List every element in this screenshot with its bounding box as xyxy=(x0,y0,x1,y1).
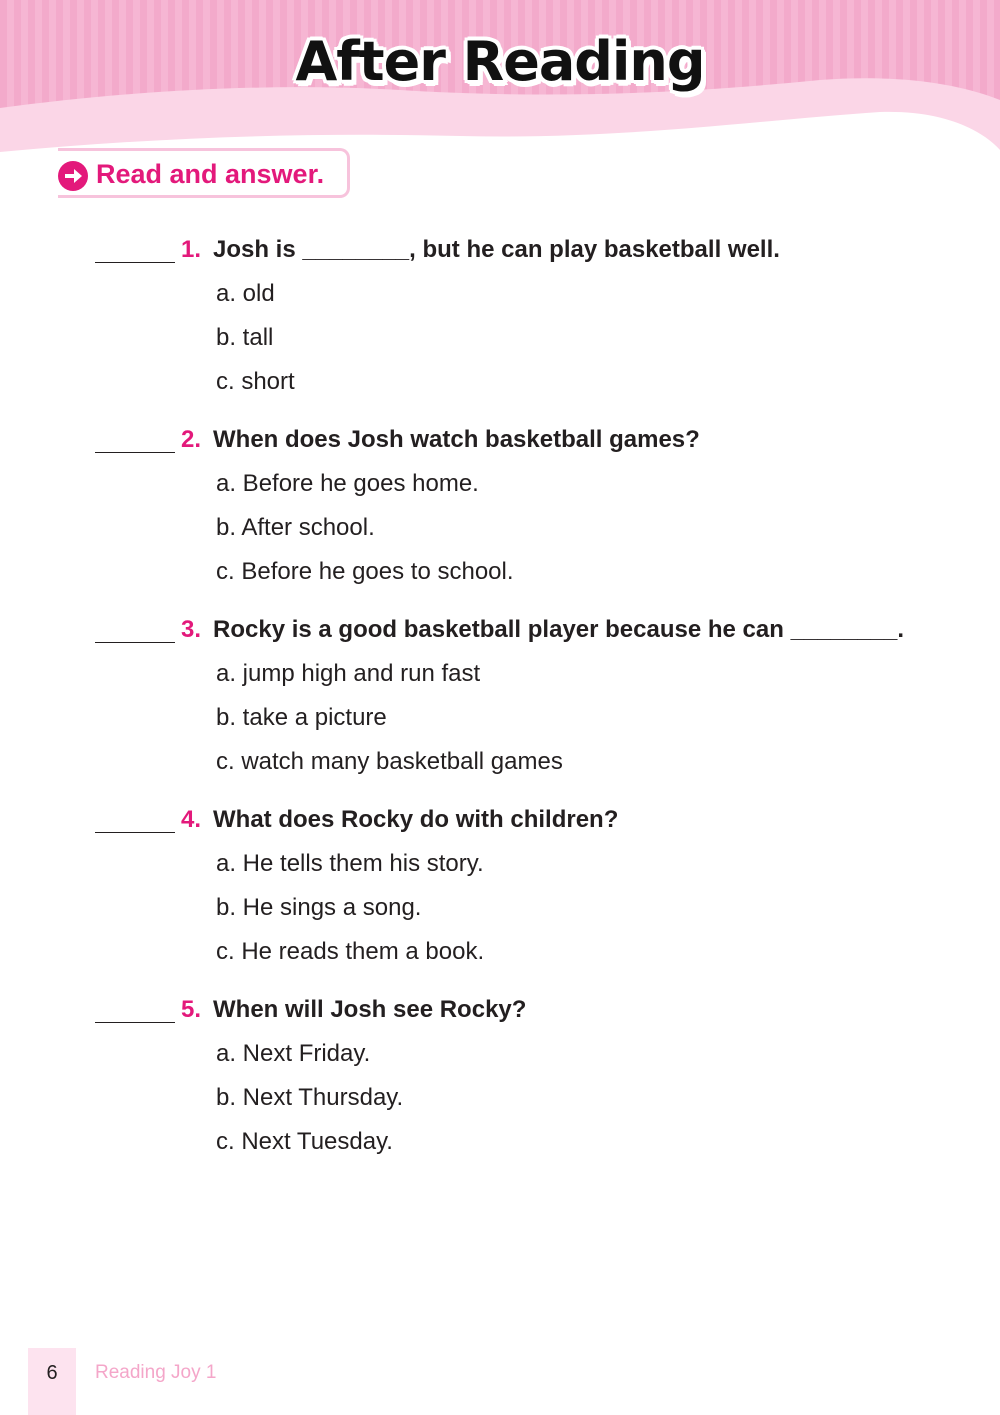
answer-blank[interactable] xyxy=(95,452,175,453)
option-a: a. Next Friday. xyxy=(216,1040,371,1067)
instruction-label: Read and answer. xyxy=(96,159,325,189)
question-text: When does Josh watch basketball games? xyxy=(213,426,700,453)
answer-blank[interactable] xyxy=(95,1022,175,1023)
option-a: a. old xyxy=(216,280,275,307)
page-title: After Reading xyxy=(295,30,705,93)
option-c: c. Before he goes to school. xyxy=(216,558,514,585)
question-text: When will Josh see Rocky? xyxy=(213,996,527,1023)
option-b: b. tall xyxy=(216,324,274,351)
question-number: 3. xyxy=(181,616,202,643)
question-text: Josh is ________, but he can play basketball well. xyxy=(213,236,780,263)
answer-blank[interactable] xyxy=(95,642,175,643)
option-a: a. Before he goes home. xyxy=(216,470,479,497)
question-number: 1. xyxy=(181,236,202,263)
question-number: 2. xyxy=(181,426,202,453)
option-a: a. jump high and run fast xyxy=(216,660,481,687)
question-text: What does Rocky do with children? xyxy=(213,806,619,833)
option-c: c. He reads them a book. xyxy=(216,938,485,965)
question-text: Rocky is a good basketball player because he can ________. xyxy=(213,616,905,643)
answer-blank[interactable] xyxy=(95,262,175,263)
option-a: a. He tells them his story. xyxy=(216,850,484,877)
option-b: b. He sings a song. xyxy=(216,894,422,921)
option-c: c. short xyxy=(216,368,295,395)
book-title: Reading Joy 1 xyxy=(95,1362,217,1383)
option-b: b. Next Thursday. xyxy=(216,1084,404,1111)
footer-tab xyxy=(28,1348,76,1415)
option-b: b. take a picture xyxy=(216,704,387,731)
question-number: 4. xyxy=(181,806,202,833)
arrow-right-circle-icon xyxy=(58,161,88,191)
page-number: 6 xyxy=(46,1362,58,1384)
answer-blank[interactable] xyxy=(95,832,175,833)
option-c: c. Next Tuesday. xyxy=(216,1128,393,1155)
option-c: c. watch many basketball games xyxy=(216,748,563,775)
instruction-box xyxy=(58,148,350,198)
question-number: 5. xyxy=(181,996,202,1023)
option-b: b. After school. xyxy=(216,514,375,541)
